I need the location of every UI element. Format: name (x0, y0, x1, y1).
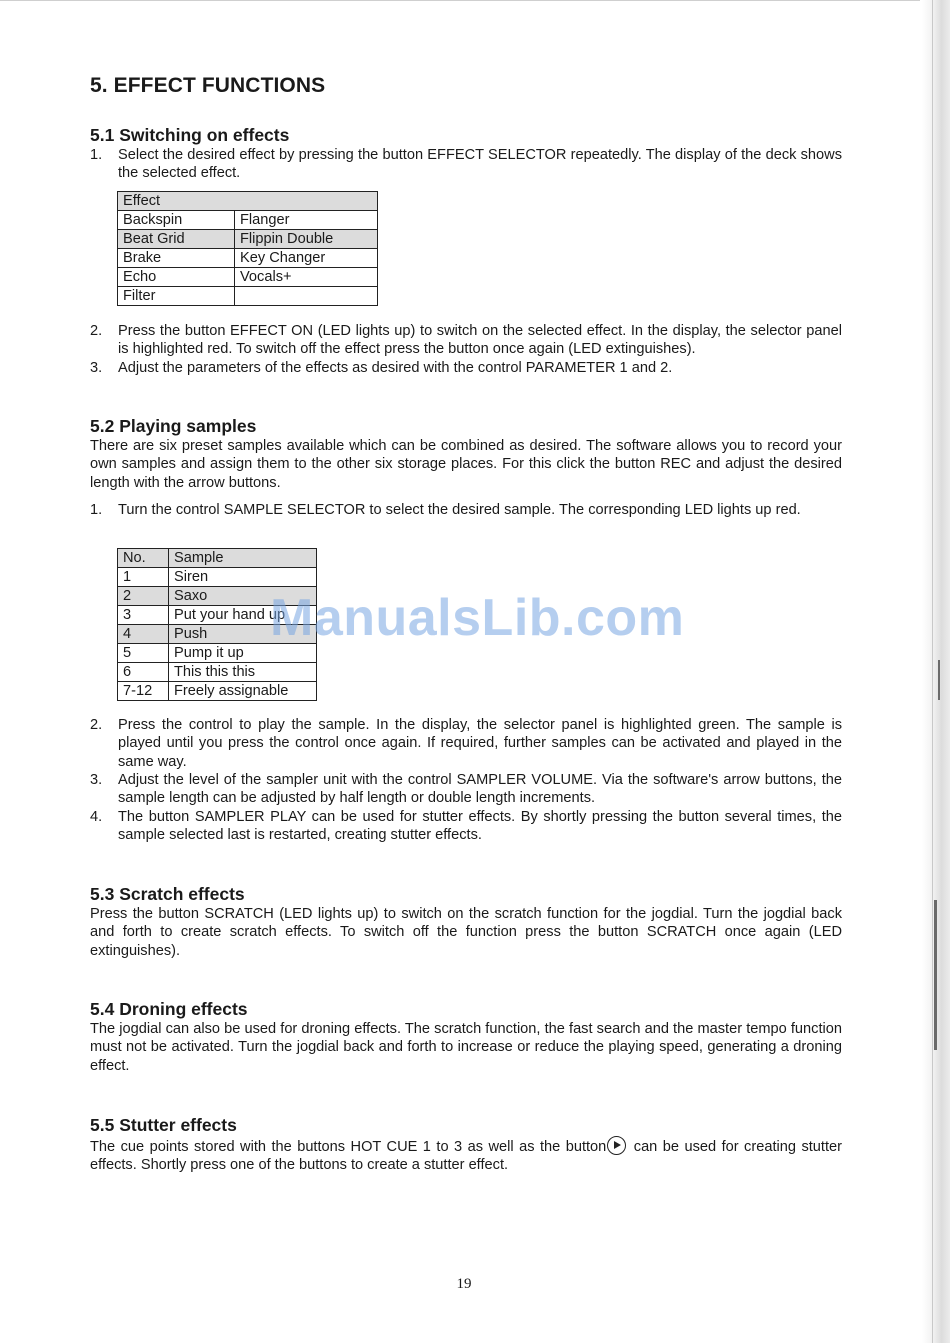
list-item: 4. The button SAMPLER PLAY can be used for stutter effects. By shortly pressing the button several times, the sample selected last is restarted, creating stutter effects. (90, 809, 842, 844)
table-row: 5 Pump it up (118, 644, 317, 663)
section-heading-scratch-effects: 5.3 Scratch effects (90, 884, 245, 904)
table-row: No. Sample (118, 549, 317, 568)
table-row: 2 Saxo (118, 587, 317, 606)
table-row: Beat Grid Flippin Double (118, 230, 378, 249)
scan-edge (922, 0, 950, 1343)
table-row: Filter (118, 287, 378, 306)
section-intro: There are six preset samples available which can be combined as desired. The software allows you to record your own samples and assign them to the other six storage places. For this click the button REC and adjust the desired length with the arrow buttons. (90, 438, 842, 491)
section-heading-playing-samples: 5.2 Playing samples (90, 416, 257, 436)
list-item: 2. Press the control to play the sample. In the display, the selector panel is highlighted green. The sample is played until you press the control once again. If required, further samples can be activated and played in the same way. (90, 717, 842, 770)
effects-table (117, 191, 378, 306)
page-number: 19 (456, 1276, 472, 1292)
table-row (118, 192, 378, 211)
section-text: Press the button SCRATCH (LED lights up) to switch on the scratch function for the jogdial. Turn the jogdial back and forth to create scratch effects. To switch off the function press the button SCRATCH once again (LED extinguishes). (90, 906, 842, 959)
effects-table-header: Effect (118, 192, 378, 211)
table-row: 7-12 Freely assignable (118, 682, 317, 701)
list-item: 3. Adjust the parameters of the effects as desired with the control PARAMETER 1 and 2. (90, 360, 673, 376)
top-border-line (0, 0, 920, 1)
section-heading-switching-effects: 5.1 Switching on effects (90, 125, 290, 145)
list-item: 1. Turn the control SAMPLE SELECTOR to select the desired sample. The corresponding LED lights up red. (90, 502, 801, 518)
section-heading-stutter-effects: 5.5 Stutter effects (90, 1115, 237, 1135)
table-row: Echo Vocals+ (118, 268, 378, 287)
table-row: 1 Siren (118, 568, 317, 587)
watermark: ManualsLib.com (270, 589, 685, 647)
list-item: 1. Select the desired effect by pressing the button EFFECT SELECTOR repeatedly. The display of the deck shows the selected effect. (90, 147, 842, 182)
list-item: 2. Press the button EFFECT ON (LED lights up) to switch on the selected effect. In the display, the selector panel is highlighted red. To switch off the effect press the button once again (LED extinguishes). (90, 323, 842, 358)
table-row: 3 Put your hand up (118, 606, 317, 625)
table-row: Backspin Flanger (118, 211, 378, 230)
table-row: 6 This this this (118, 663, 317, 682)
table-row: Brake Key Changer (118, 249, 378, 268)
table-row: 4 Push (118, 625, 317, 644)
section-text: The cue points stored with the buttons HOT CUE 1 to 3 as well as the button can be used for creating stutter effects. Shortly press one of the buttons to create a stutter effect. (90, 1136, 842, 1175)
section-text: The jogdial can also be used for droning effects. The scratch function, the fast search and the master tempo function must not be activated. Turn the jogdial back and forth to increase or reduce the playing speed, generating a droning effect. (90, 1021, 842, 1074)
list-item: 3. Adjust the level of the sampler unit with the control SAMPLER VOLUME. Via the software's arrow buttons, the sample length can be adjusted by half length or double length increments. (90, 772, 842, 807)
section-heading-droning-effects: 5.4 Droning effects (90, 999, 248, 1019)
chapter-heading: 5. EFFECT FUNCTIONS (90, 74, 326, 97)
play-pause-circle-icon (607, 1136, 626, 1155)
